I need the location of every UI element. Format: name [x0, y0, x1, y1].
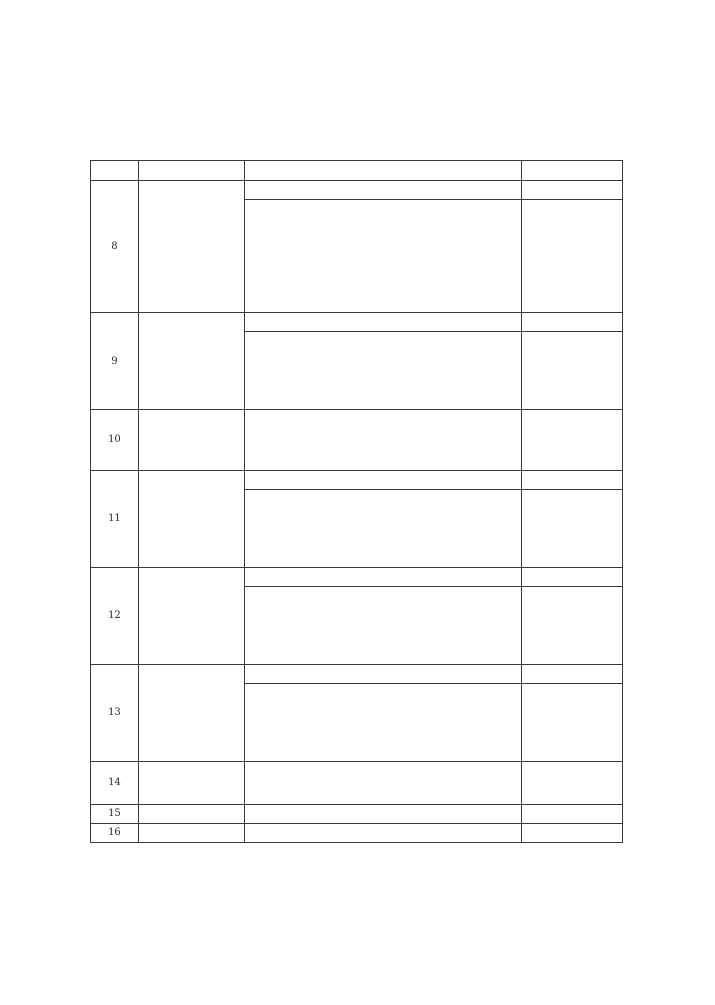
- standard-cell: [521, 410, 622, 471]
- table-row: [91, 181, 623, 200]
- row-number-cell: 8: [91, 181, 139, 313]
- column-header-item: [138, 161, 244, 181]
- method-cell: [245, 410, 522, 471]
- standard-cell: [521, 586, 622, 664]
- standard-cell: [521, 470, 622, 489]
- row-number-cell: 16: [91, 823, 139, 842]
- row-number-cell: 11: [91, 470, 139, 567]
- table-row: [91, 761, 623, 804]
- standard-cell: [521, 181, 622, 200]
- method-cell: [245, 489, 522, 567]
- standard-cell: [521, 489, 622, 567]
- item-cell: [138, 567, 244, 664]
- standard-cell: [521, 823, 622, 842]
- item-cell: [138, 823, 244, 842]
- standard-cell: [521, 683, 622, 761]
- item-cell: [138, 664, 244, 761]
- method-cell: [245, 470, 522, 489]
- method-cell: [245, 823, 522, 842]
- item-cell: [138, 470, 244, 567]
- standard-cell: [521, 332, 622, 410]
- table-row: [91, 410, 623, 471]
- table-header-row: [91, 161, 623, 181]
- row-number-cell: 12: [91, 567, 139, 664]
- method-cell: [245, 683, 522, 761]
- standard-cell: [521, 313, 622, 332]
- table-row: [91, 804, 623, 823]
- column-header-standard: [521, 161, 622, 181]
- standard-cell: [521, 567, 622, 586]
- method-cell: [245, 181, 522, 200]
- item-cell: [138, 181, 244, 313]
- row-number-cell: 13: [91, 664, 139, 761]
- method-cell: [245, 586, 522, 664]
- row-number-cell: 14: [91, 761, 139, 804]
- item-cell: [138, 410, 244, 471]
- item-cell: [138, 804, 244, 823]
- method-cell: [245, 761, 522, 804]
- table-row: [91, 567, 623, 586]
- standard-cell: [521, 761, 622, 804]
- row-number-cell: 9: [91, 313, 139, 410]
- table-row: [91, 313, 623, 332]
- table-row: [91, 664, 623, 683]
- table-row: [91, 470, 623, 489]
- method-cell: [245, 332, 522, 410]
- item-cell: [138, 313, 244, 410]
- row-number-cell: 15: [91, 804, 139, 823]
- method-cell: [245, 664, 522, 683]
- standard-cell: [521, 804, 622, 823]
- table-row: [91, 823, 623, 842]
- column-header-no: [91, 161, 139, 181]
- column-header-method: [245, 161, 522, 181]
- method-cell: [245, 313, 522, 332]
- method-cell: [245, 200, 522, 313]
- item-cell: [138, 761, 244, 804]
- standard-cell: [521, 200, 622, 313]
- standard-cell: [521, 664, 622, 683]
- method-cell: [245, 567, 522, 586]
- analysis-methods-table: [90, 160, 623, 843]
- row-number-cell: 10: [91, 410, 139, 471]
- method-cell: [245, 804, 522, 823]
